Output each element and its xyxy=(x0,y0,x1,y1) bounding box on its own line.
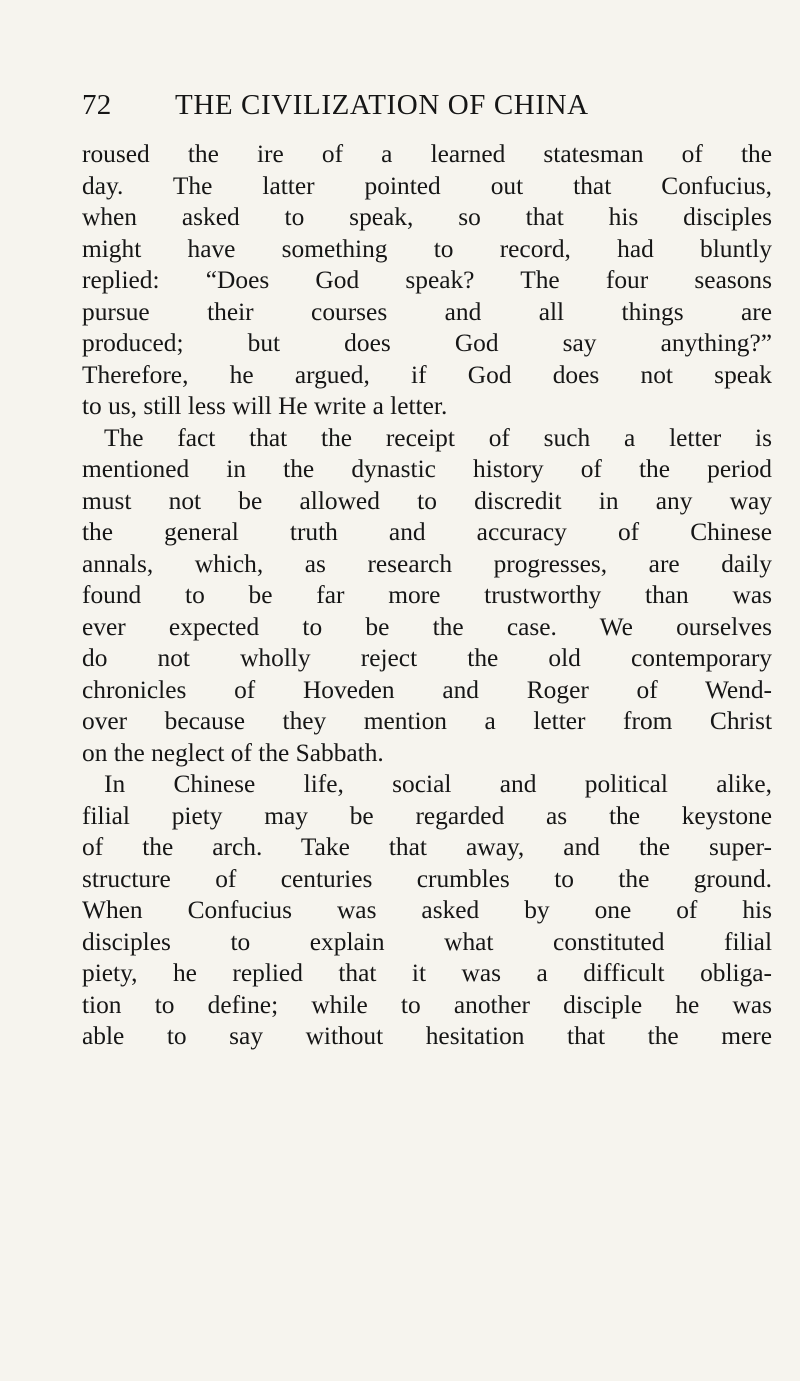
running-title: THE CIVILIZATION OF CHINA xyxy=(175,89,589,121)
text-line: pursue their courses and all things are xyxy=(82,297,772,326)
text-line: Therefore, he argued, if God does not speak xyxy=(82,360,772,389)
text-line: to us, still less will He write a letter. xyxy=(82,392,448,420)
page-header xyxy=(82,85,722,125)
text-line: the general truth and accuracy of Chinese xyxy=(82,518,772,546)
text-line: ever expected to be the case. We ourselves xyxy=(82,612,772,641)
text-line: filial piety may be regarded as the keystone xyxy=(82,801,772,830)
text-line: tion to define; while to another disciple he was xyxy=(82,990,772,1019)
text-line: disciples to explain what constituted filial xyxy=(82,927,772,956)
text-line: when asked to speak, so that his disciples xyxy=(82,203,772,231)
text-line: over because they mention a letter from Christ xyxy=(82,707,772,735)
text-line: When Confucius was asked by one of his xyxy=(82,896,772,924)
body-text xyxy=(82,139,772,1053)
text-line: replied: “Does God speak? The four seasons xyxy=(82,266,772,294)
text-line: annals, which, as research progresses, are daily xyxy=(82,549,772,578)
text-line: piety, he replied that it was a difficult obliga- xyxy=(82,959,772,987)
text-line: mentioned in the dynastic history of the period xyxy=(82,455,772,483)
text-line: chronicles of Hoveden and Roger of Wend- xyxy=(82,675,772,704)
text-line: able to say without hesitation that the mere xyxy=(82,1022,772,1050)
text-line: must not be allowed to discredit in any way xyxy=(82,486,772,515)
text-line: produced; but does God say anything?” xyxy=(82,329,772,357)
text-line: do not wholly reject the old contemporary xyxy=(82,644,772,672)
text-line: might have something to record, had bluntly xyxy=(82,234,772,263)
text-line: of the arch. Take that away, and the super- xyxy=(82,833,772,861)
text-line: In Chinese life, social and political alike, xyxy=(104,770,772,798)
text-line: structure of centuries crumbles to the ground. xyxy=(82,864,772,893)
text-line: The fact that the receipt of such a letter is xyxy=(104,423,772,452)
text-line: roused the ire of a learned statesman of the xyxy=(82,140,772,168)
text-line: found to be far more trustworthy than was xyxy=(82,581,772,609)
page-number: 72 xyxy=(82,89,112,121)
text-line: on the neglect of the Sabbath. xyxy=(82,738,384,767)
text-line: day. The latter pointed out that Confucius, xyxy=(82,171,772,200)
